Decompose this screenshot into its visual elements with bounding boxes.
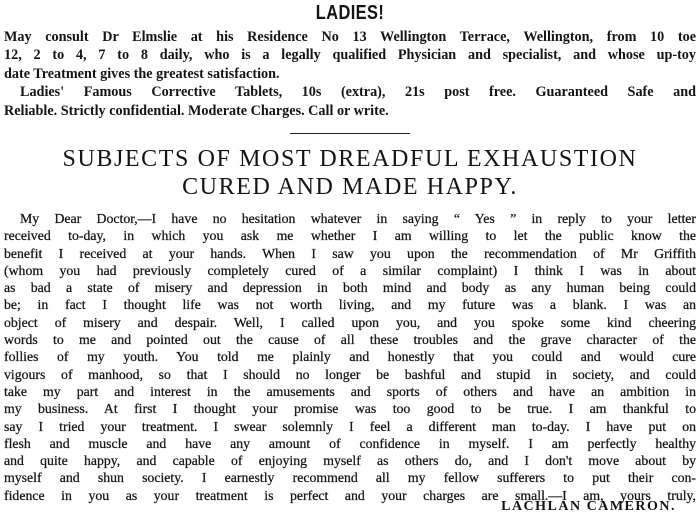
- letter-line-11: take my part and interest in the amusements and sports of others and have an ambition in: [4, 383, 696, 399]
- letter-line-12: my business. At first I thought your promise was too good to be true. I am thankful to: [4, 401, 696, 417]
- letter-line-17: fidence in you as your treatment is perfect and your charges are small.—I am, yours truly,: [4, 487, 696, 503]
- ladies-line-5: Reliable. Strictly confidential. Moderate Charges. Call or write.: [4, 102, 389, 119]
- letter-line-3: benefit I received at your hands. When I saw you upon the recommendation of Mr Griffith: [4, 245, 696, 261]
- letter-line-6: be; in fact I thought life was not worth living, and my future was a blank. I was an: [4, 297, 696, 313]
- letter-line-13: say I tried your treatment. I swear solemnly I feel a different man to-day. I have put on: [4, 418, 696, 434]
- letter-line-15: and quite happy, and capable of enjoying myself as others do, and I don't move about by: [4, 453, 696, 469]
- letter-line-8: words to me and pointed out the cause of all these troubles and the grave character of the: [4, 332, 696, 348]
- letter-line-5: as bad a state of misery and depression in both mind and body as any human being could: [4, 280, 696, 296]
- letter-line-10: vigours of manhood, so that I should no longer be bashful and stupid in society, and could: [4, 366, 696, 382]
- ladies-heading: LADIES!: [315, 2, 385, 24]
- ladies-line-4: Ladies' Famous Corrective Tablets, 10s (extra), 21s post free. Guaranteed Safe and: [20, 84, 696, 101]
- letter-signature: LACHLAN CAMERON.: [501, 499, 676, 514]
- subjects-title-line-2: CURED AND MADE HAPPY.: [182, 174, 518, 200]
- letter-line-7: object of misery and despair. Well, I called upon you, and you spoke some kind cheering: [4, 314, 696, 330]
- ladies-line-2: 12, 2 to 4, 7 to 8 daily, who is a legally qualified Physician and specialist, and whose up-toy: [4, 47, 696, 64]
- letter-line-14: flesh and muscle and have any amount of confidence in myself. I am perfectly healthy: [4, 435, 696, 451]
- section-divider: [290, 133, 410, 134]
- letter-line-16: myself and shun society. I earnestly recommend all my fellow sufferers to put their con-: [4, 470, 696, 486]
- letter-line-9: follies of my youth. You told me plainly and honestly that you could and would cure: [4, 349, 696, 365]
- ladies-line-1: May consult Dr Elmslie at his Residence No 13 Wellington Terrace, Wellington, from 10 toe: [4, 29, 696, 45]
- letter-line-4: (whom you had previously completely cured of a similar complaint) I think I was in about: [4, 262, 696, 278]
- subjects-title-line-1: SUBJECTS OF MOST DREADFUL EXHAUSTION: [62, 146, 638, 172]
- letter-line-2: received to-day, in which you ask me whether I am willing to let the public know the: [4, 228, 696, 244]
- ladies-advertisement: [4, 28, 696, 120]
- letter-line-1: My Dear Doctor,—I have no hesitation whatever in saying “ Yes ” in reply to your letter: [20, 211, 696, 226]
- ladies-line-3: date Treatment gives the greatest satisfaction.: [4, 65, 280, 82]
- testimonial-letter: [4, 210, 696, 504]
